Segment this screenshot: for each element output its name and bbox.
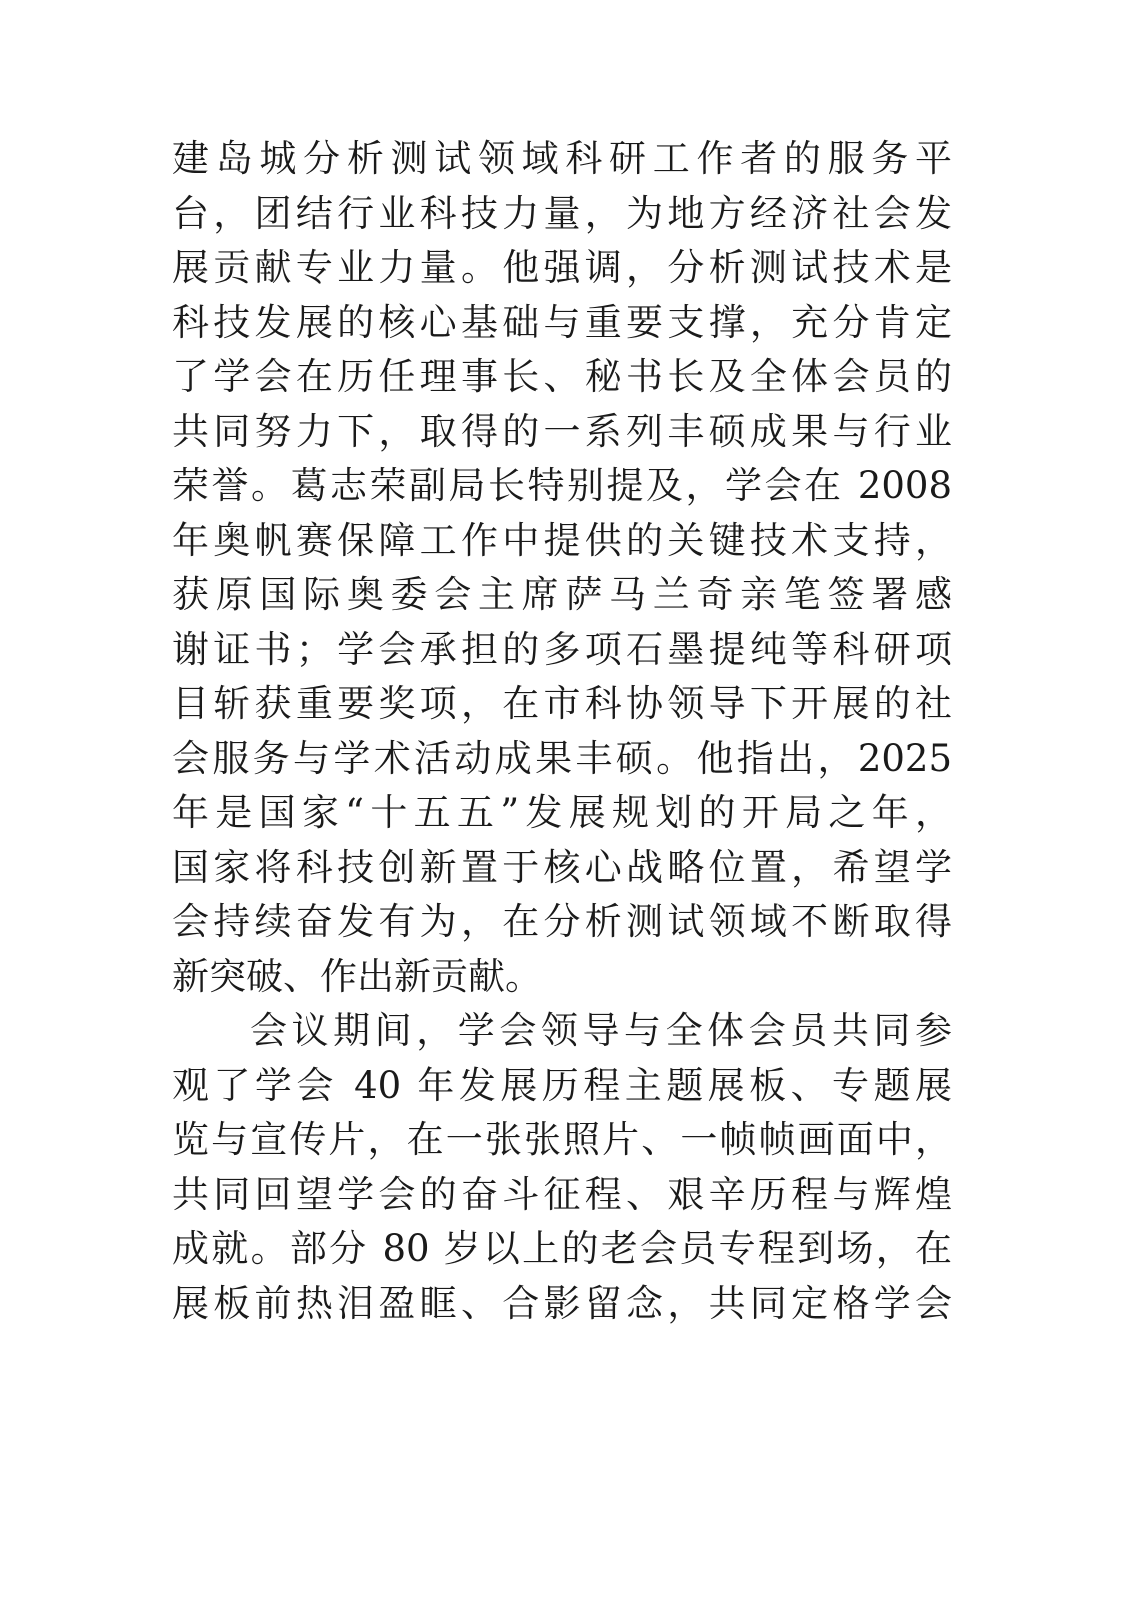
- text-line: 展贡献专业力量。他强调，分析测试技术是: [172, 246, 952, 289]
- text-line: 获原国际奥委会主席萨马兰奇亲笔签署感: [172, 573, 952, 616]
- text-line: 年奥帆赛保障工作中提供的关键技术支持，: [172, 518, 952, 562]
- text-line: 共同回望学会的奋斗征程、艰辛历程与辉煌: [172, 1172, 952, 1216]
- paragraph-2: [172, 1004, 952, 1331]
- text-line: 荣誉。葛志荣副局长特别提及，学会在 2008: [172, 464, 952, 507]
- text-line: 建岛城分析测试领域科研工作者的服务平: [172, 137, 952, 180]
- text-line: 国家将科技创新置于核心战略位置，希望学: [172, 845, 952, 889]
- text-line: 科技发展的核心基础与重要支撑，充分肯定: [172, 300, 952, 344]
- text-line: 会议期间，学会领导与全体会员共同参: [250, 1009, 952, 1052]
- text-line: 谢证书；学会承担的多项石墨提纯等科研项: [172, 627, 952, 671]
- text-line: 观了学会 40 年发展历程主题展板、专题展: [172, 1063, 952, 1107]
- text-line: 展板前热泪盈眶、合影留念，共同定格学会: [172, 1281, 952, 1325]
- text-line: 览与宣传片，在一张张照片、一帧帧画面中，: [172, 1118, 952, 1161]
- text-line: 了学会在历任理事长、秘书长及全体会员的: [172, 355, 952, 398]
- text-line: 会服务与学术活动成果丰硕。他指出，2025: [172, 736, 952, 780]
- text-line: 共同努力下，取得的一系列丰硕成果与行业: [172, 409, 952, 453]
- text-line: 会持续奋发有为，在分析测试领域不断取得: [172, 900, 952, 943]
- body-text: [172, 132, 952, 1331]
- text-line: 年是国家“十五五”发展规划的开局之年，: [172, 791, 952, 834]
- text-line: 台，团结行业科技力量，为地方经济社会发: [172, 191, 952, 235]
- text-line: 成就。部分 80 岁以上的老会员专程到场，在: [172, 1227, 952, 1270]
- text-line: 目斩获重要奖项，在市科协领导下开展的社: [172, 682, 952, 725]
- paragraph-1: [172, 132, 952, 1004]
- text-line: 新突破、作出新贡献。: [172, 954, 542, 998]
